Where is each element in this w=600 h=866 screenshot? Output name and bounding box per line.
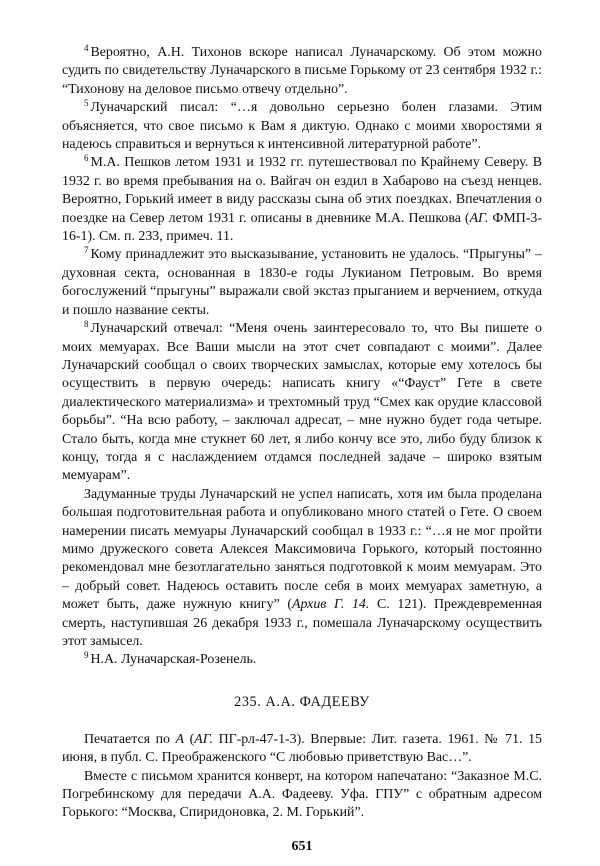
footnote-7 (62, 246, 542, 320)
footnote-4 (62, 44, 542, 99)
paragraph-text: ПГ-рл-47-1-3). Впервые: Лит. газета. 1961. № 71. 15 июня, в публ. С. Преображенского “С любовью приветствую Вас…”. (62, 731, 542, 766)
footnote-number: 9 (84, 650, 89, 661)
source-abbrev: А (175, 731, 185, 747)
footnote-text: М.А. Пешков летом 1931 и 1932 гг. путешествовал по Крайнему Северу. В 1932 г. во время пребывания на о. Вайгач он ездил в Хабарово на съезд ненцев. Вероятно, Горький имеет в виду рассказы сына об этих поездках. Впечатления о поездке на Север летом 1931 г. описаны в дневнике М.А. Пешкова ( (62, 155, 542, 226)
footnote-6 (62, 154, 542, 246)
envelope-note: Вместе с письмом хранится конверт, на котором напечатано: “Заказное М.С. Погребинскому для передачи А.А. Фадееву. Уфа. ГПУ” с обратным адресом Горького: “Москва, Спиридоновка, 2. М. Горький”. (62, 768, 542, 821)
publication-note (62, 731, 542, 768)
footnote-text: Н.А. Луначарская-Розенель. (90, 652, 257, 668)
footnote-text: Вероятно, А.Н. Тихонов вскоре написал Луначарскому. Об этом можно судить по свидетельству Луначарского в письме Горькому от 23 сентября 1932 г.: “Тихонову на деловое письмо отвечу отдельно”. (62, 45, 542, 97)
letter-heading: 235. А.А. ФАДЕЕВУ (234, 693, 370, 710)
footnote-text: Луначарский отвечал: “Меня очень заинтересовало то, что Вы пишете о моих мемуарах. Все Ваши мысли на этот счет совпадают с моими”. Далее Луначарский сообщал о своих творческих замыслах, которые ему хотелось бы осуществить в первую очередь: написать книгу «“Фауст” Гете в свете диалектического материализма» и трехтомный труд “Смех как орудие классовой борьбы”. “На всю работу, – заключал адресат, – мне нужно будет года четыре. Стало быть, когда мне стукнет 60 лет, я либо кончу все это, либо буду близок к концу, тогда я с наслаждением отдамся последней задаче – широко взятым мемуарам”. (62, 321, 542, 484)
footnote-text: Луначарский писал: “…я довольно серьезно болен глазами. Этим объясняется, что свое письмо к Вам я диктую. Однако с моими хворостями я надеюсь справиться и вернуться к интенсивной литературной работе”. (62, 100, 542, 153)
paragraph-text: Задуманные труды Луначарский не успел написать, хотя им была проделана большая подготовительная работа и опубликовано много статей о Гете. О своем намерении писать мемуары Луначарский сообщал в 1933 г.: “…я не мог пройти мимо дружеского совета Алексея Максимовича Горького, который постоянно рекомендовал мне безотлагательно заняться подготовкой к моим мемуарам. Это – добрый совет. Надеюсь оставить после себя в моих мемуарах заметную, а может быть, даже нужную книгу” ( (62, 486, 542, 613)
footnote-9 (62, 651, 542, 669)
archive-citation: Архив Г. 14. (292, 597, 370, 613)
archive-abbrev: АГ. (469, 210, 489, 226)
footnote-text: Кому принадлежит это высказывание, установить не удалось. “Прыгуны” – духовная секта, основанная в 1830-е годы Лукианом Петровым. Во время богослужений “прыгуны” выражали свой экстаз прыганием и верчением, откуда и пошло название секты. (62, 247, 542, 318)
paragraph-text: ( (184, 731, 195, 747)
footnote-8 (62, 320, 542, 486)
paragraph-text: С. 121). Преждевременная смерть, наступившая 26 декабря 1933 г., помешала Луначарскому осуществить этот замысел. (62, 597, 543, 649)
footnote-number: 8 (84, 319, 89, 330)
archive-abbrev: АГ. (194, 731, 214, 747)
footnote-number: 4 (84, 43, 89, 53)
page-number: 651 (291, 838, 313, 854)
footnote-8-continuation (62, 486, 542, 652)
footnote-number: 7 (84, 245, 89, 256)
footnote-number: 6 (84, 153, 89, 164)
footnote-5 (62, 99, 542, 154)
paragraph-text: Печатается по (84, 731, 176, 747)
footnote-number: 5 (84, 98, 89, 109)
footnote-text: ФМП-3-16-1). См. п. 233, примеч. 11. (62, 210, 542, 245)
